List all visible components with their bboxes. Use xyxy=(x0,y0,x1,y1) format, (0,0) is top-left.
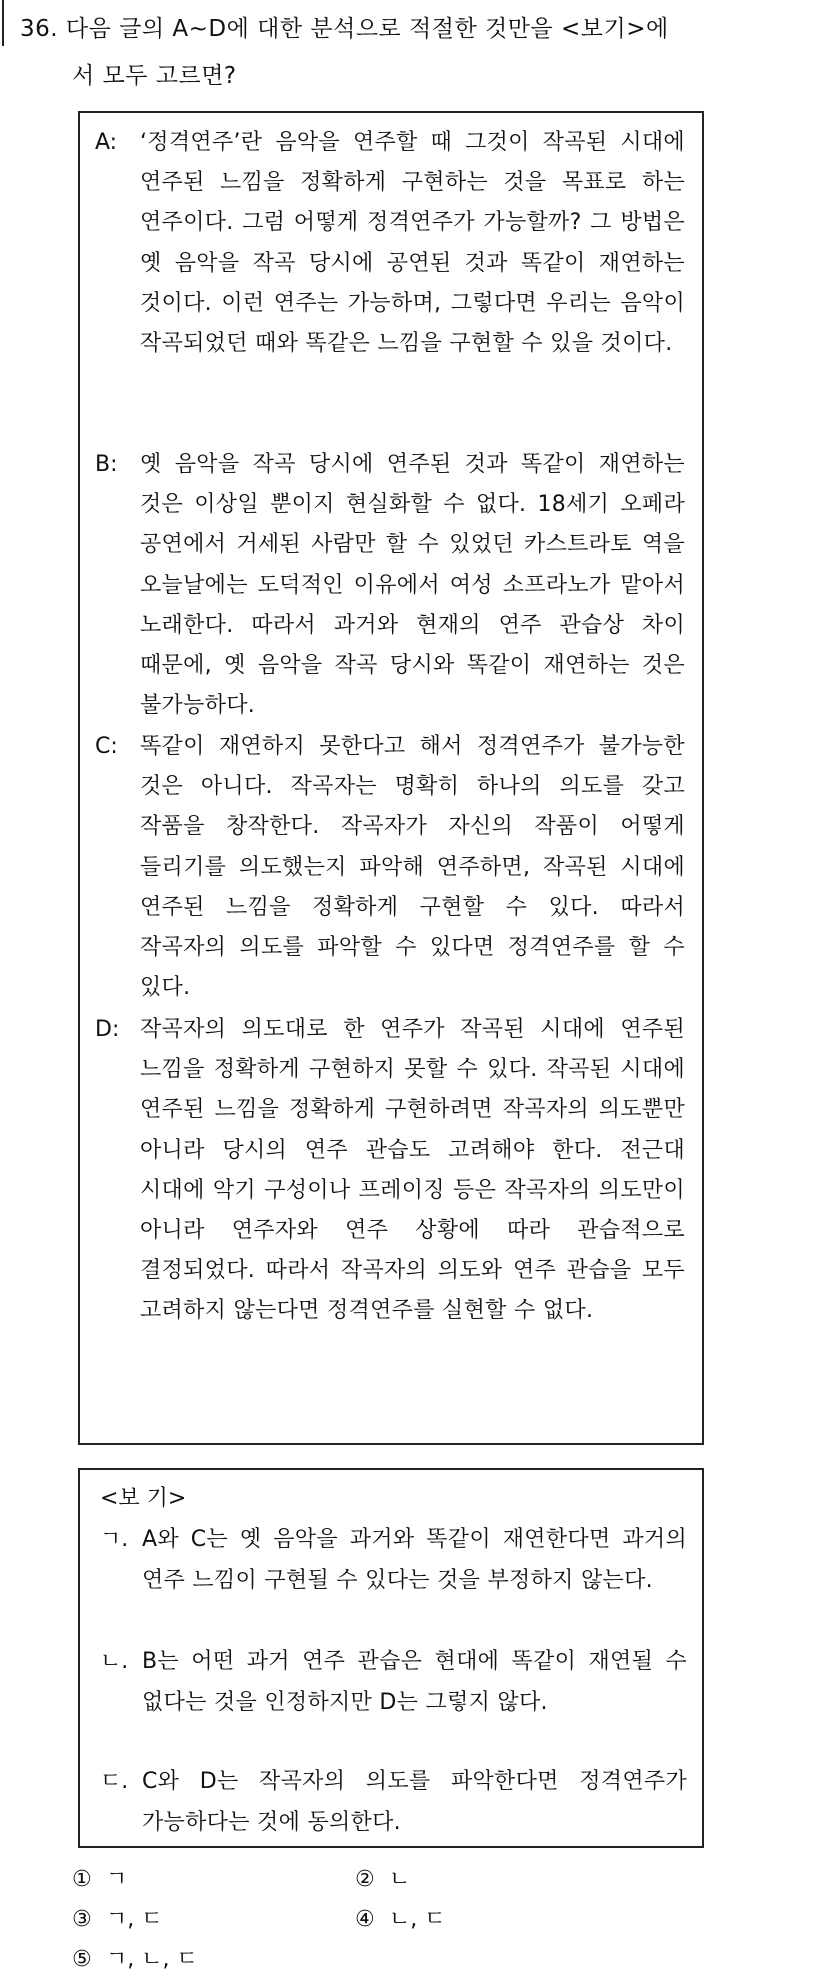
paragraph-label: C: xyxy=(95,734,118,759)
choice-number: ③ xyxy=(72,1907,92,1932)
bogi-item-mark: ㄴ. xyxy=(100,1649,129,1674)
choice-1[interactable] xyxy=(72,1860,127,1900)
choice-5[interactable] xyxy=(72,1940,198,1980)
paragraph-text: 똑같이 재연하지 못한다고 해서 정격연주가 불가능한 것은 아니다. 작곡자는 명확히 하나의 의도를 갖고 작품을 창작한다. 작곡자가 자신의 작품이 어떻게 들리기를 의도했는지 파악해 연주하면, 작곡된 시대에 연주된 느낌을 정확하게 구현할 수 있다. 따라서 작곡자의 의도를 파악할 수 있다면 정격연주를 할 수 있다. xyxy=(140,734,685,1001)
bogi-item-text: A와 C는 옛 음악을 과거와 똑같이 재연한다면 과거의 연주 느낌이 구현될 수 있다는 것을 부정하지 않는다. xyxy=(142,1527,687,1593)
choice-3[interactable] xyxy=(72,1900,163,1940)
bogi-item-text: C와 D는 작곡자의 의도를 파악한다면 정격연주가 가능하다는 것에 동의한다. xyxy=(142,1769,687,1835)
paragraph-label: D: xyxy=(95,1017,120,1042)
choice-text: ㄱ, ㄷ xyxy=(106,1907,163,1932)
choice-number: ④ xyxy=(355,1907,375,1932)
choice-2[interactable] xyxy=(355,1860,410,1900)
bogi-item-mark: ㄷ. xyxy=(100,1769,129,1794)
bogi-box xyxy=(78,1468,704,1848)
paragraph-label: A: xyxy=(95,130,118,155)
bogi-title: <보 기> xyxy=(100,1486,187,1511)
question-text-line1: 다음 글의 A~D에 대한 분석으로 적절한 것만을 <보기>에 xyxy=(65,16,669,42)
paragraph-text: 옛 음악을 작곡 당시에 연주된 것과 똑같이 재연하는 것은 이상일 뿐이지 현실화할 수 없다. 18세기 오페라 공연에서 거세된 사람만 할 수 있었던 카스트라토 역을 오늘날에는 도덕적인 이유에서 여성 소프라노가 맡아서 노래한다. 따라서 과거와 현재의 연주 관습상 차이 때문에, 옛 음악을 작곡 당시와 똑같이 재연하는 것은 불가능하다. xyxy=(140,452,685,719)
choice-text: ㄱ, ㄴ, ㄷ xyxy=(106,1947,198,1972)
question-text-line2: 서 모두 고르면? xyxy=(72,63,237,89)
choice-number: ① xyxy=(72,1867,92,1892)
choice-4[interactable] xyxy=(355,1900,446,1940)
bogi-item-mark: ㄱ. xyxy=(100,1527,129,1552)
bogi-item-text: B는 어떤 과거 연주 관습은 현대에 똑같이 재연될 수 없다는 것을 인정하지만 D는 그렇지 않다. xyxy=(142,1649,687,1715)
choice-number: ② xyxy=(355,1867,375,1892)
choice-number: ⑤ xyxy=(72,1947,92,1972)
question-number: 36. xyxy=(20,16,59,42)
choice-text: ㄴ xyxy=(389,1867,411,1892)
paragraph-label: B: xyxy=(95,452,118,477)
passage-box xyxy=(78,111,704,1445)
choice-text: ㄱ xyxy=(106,1867,128,1892)
paragraph-text: 작곡자의 의도대로 한 연주가 작곡된 시대에 연주된 느낌을 정확하게 구현하지 못할 수 있다. 작곡된 시대에 연주된 느낌을 정확하게 구현하려면 작곡자의 의도뿐만 아니라 당시의 연주 관습도 고려해야 한다. 전근대 시대에 악기 구성이나 프레이징 등은 작곡자의 의도만이 아니라 연주자와 연주 상황에 따라 관습적으로 결정되었다. 따라서 작곡자의 의도와 연주 관습을 모두 고려하지 않는다면 정격연주를 실현할 수 없다. xyxy=(140,1017,685,1324)
question-stem xyxy=(20,6,810,100)
choice-text: ㄴ, ㄷ xyxy=(389,1907,446,1932)
paragraph-text: ‘정격연주’란 음악을 연주할 때 그것이 작곡된 시대에 연주된 느낌을 정확하게 구현하는 것을 목표로 하는 연주이다. 그럼 어떻게 정격연주가 가능할까? 그 방법은 옛 음악을 작곡 당시에 공연된 것과 똑같이 재연하는 것이다. 이런 연주는 가능하며, 그렇다면 우리는 음악이 작곡되었던 때와 똑같은 느낌을 구현할 수 있을 것이다. xyxy=(140,130,685,357)
margin-rule xyxy=(2,0,4,46)
